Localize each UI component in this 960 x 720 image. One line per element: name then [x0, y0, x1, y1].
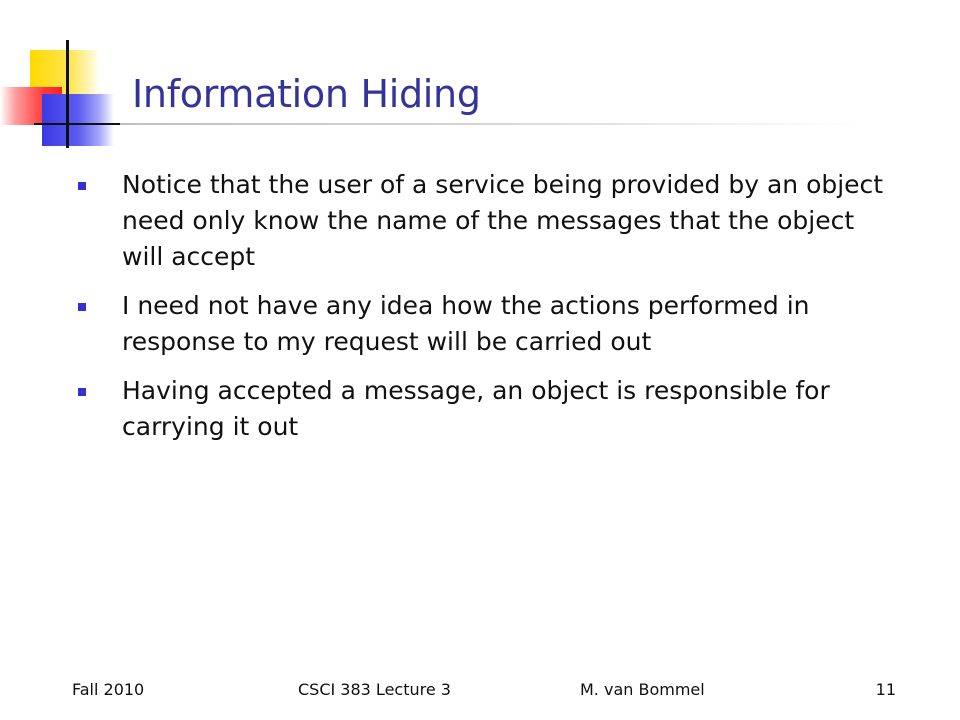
bullet-text: I need not have any idea how the actions performed in response to my request will be carried out	[122, 291, 810, 356]
bullet-text: Notice that the user of a service being provided by an object need only know the name of the messages that the object will accept	[122, 170, 884, 271]
logo-vertical-line	[66, 40, 69, 148]
square-bullet-icon	[78, 182, 86, 190]
bullet-item	[76, 373, 896, 445]
logo-blue-square	[42, 94, 114, 146]
bullet-item	[76, 167, 896, 275]
slide-title: Information Hiding	[132, 72, 481, 116]
page-number: 11	[875, 680, 896, 699]
bullet-list	[76, 167, 896, 458]
footer-author: M. van Bommel	[580, 680, 705, 699]
square-bullet-icon	[78, 388, 86, 396]
footer-course: CSCI 383 Lecture 3	[298, 680, 451, 699]
bullet-text: Having accepted a message, an object is responsible for carrying it out	[122, 376, 830, 441]
footer-date: Fall 2010	[72, 680, 145, 699]
corner-logo-icon	[0, 0, 140, 160]
square-bullet-icon	[78, 303, 86, 311]
title-divider	[120, 123, 860, 125]
bullet-item	[76, 288, 896, 360]
